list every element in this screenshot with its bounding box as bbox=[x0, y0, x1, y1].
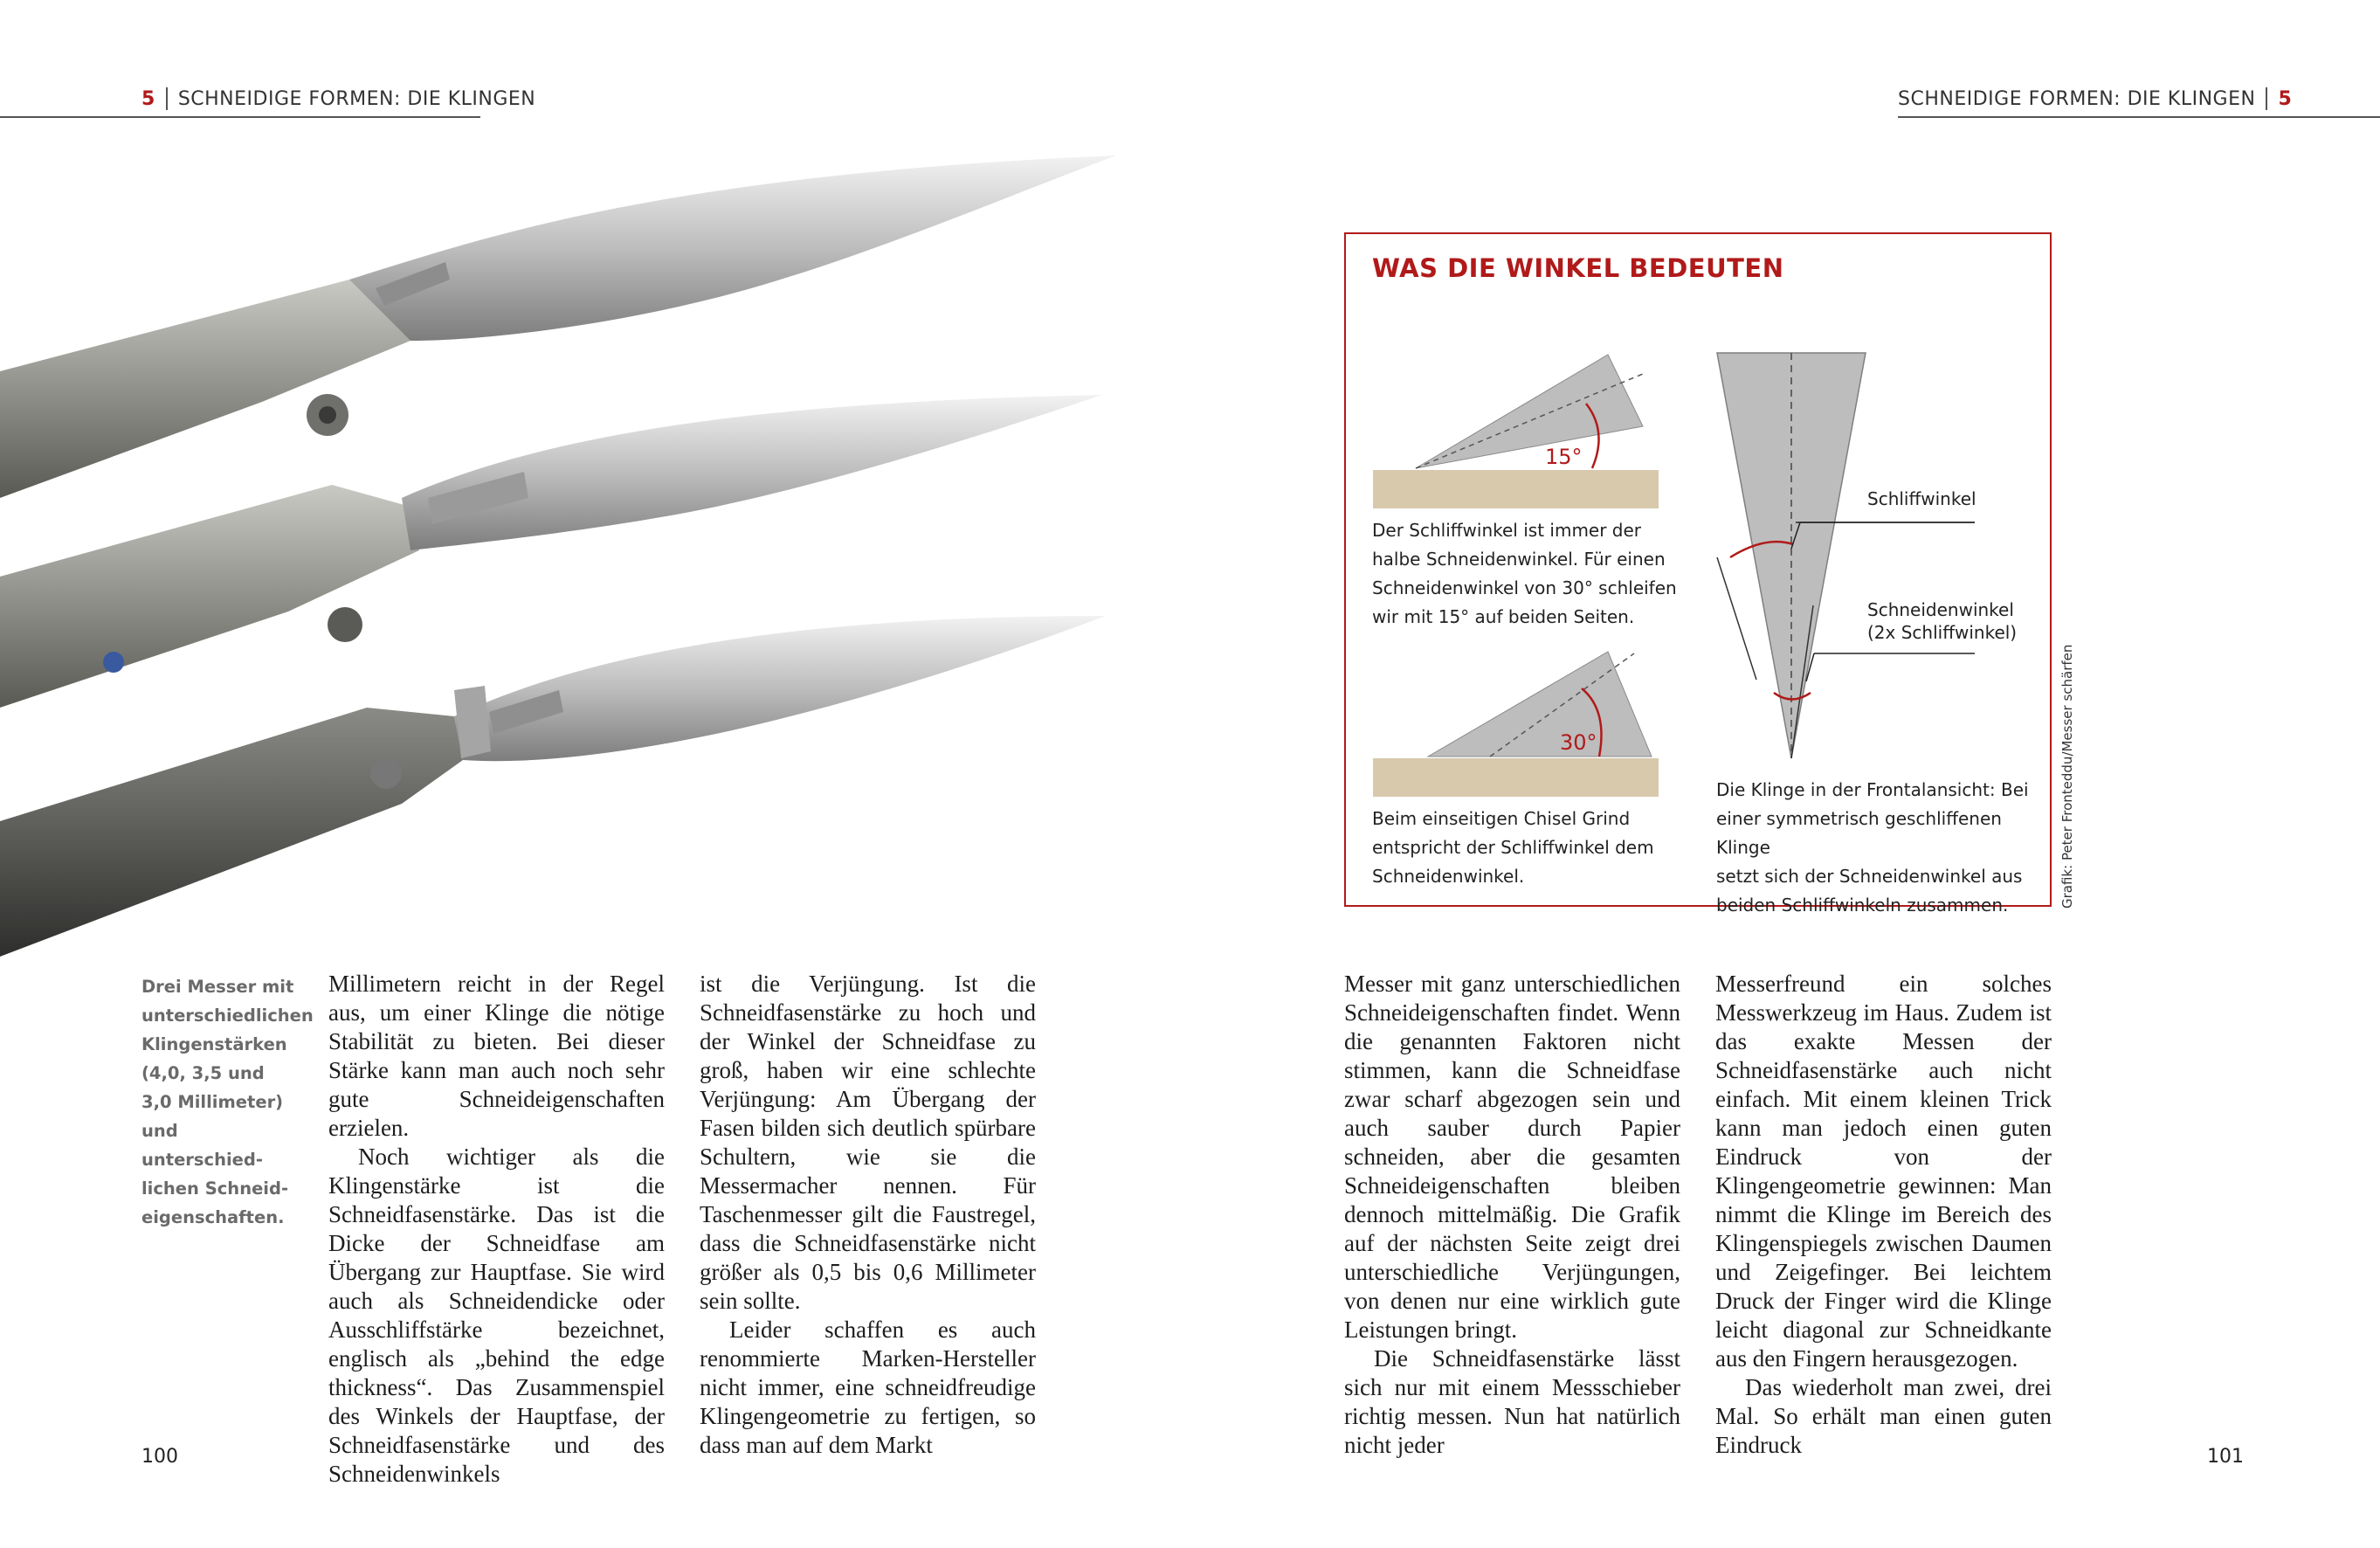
knife-3 bbox=[0, 616, 1106, 957]
body-column-right-1 bbox=[1344, 970, 1680, 1460]
header-rule-right bbox=[1898, 116, 2380, 118]
angle-label-15: 15° bbox=[1545, 445, 1583, 469]
paragraph: Leider schaffen es auch renommierte Marken-Hersteller nicht immer, eine schneidfreudige Klingengeometrie zu fertigen, so dass man auf dem Markt bbox=[700, 1316, 1036, 1458]
page-number-left: 100 bbox=[141, 1446, 178, 1468]
explanation-1: Der Schliffwinkel ist immer der halbe Schneidenwinkel. Für einen Schneidenwinkel von 30° schleifen wir mit 15° auf beiden Seiten. bbox=[1372, 520, 1677, 627]
paragraph: Messerfreund ein solches Messwerkzeug im Haus. Zudem ist das exakte Messen der Schneidfasenstärke auch nicht einfach. Mit einem kleinen Trick kann man jedoch einen guten Eindruck von der Klingengeometrie gewinnen: Man nimmt die Klinge im Bereich des Klingenspiegels zwischen Daumen und Zeigefinger. Bei leichtem Druck der Finger wird die Klinge leicht diagonal zur Schneidkante aus den Fingern herausgezogen. bbox=[1715, 971, 2052, 1372]
paragraph: Noch wichtiger als die Klingenstärke ist die Schneidfasenstärke. Das ist die Dicke der Schneidfase am Übergang zur Hauptfase. Sie wird auch als Schneidendicke oder Ausschliffstärke bezeichnet, englisch als „behind the edge thickness“. Das Zusammenspiel des Winkels der Hauptfase, der Schneidfasenstärke und des Schneidenwinkels bbox=[328, 1144, 665, 1487]
explanation-3: Die Klinge in der Frontalansicht: Bei einer symmetrisch geschliffenen Klinge setzt sich der Schneidenwinkel aus beiden Schliffwinkeln zusammen. bbox=[1716, 779, 2029, 916]
graphic-credit: Grafik: Peter Fronteddu/Messer schärfen bbox=[2059, 644, 2075, 909]
chapter-title: SCHNEIDIGE FORMEN: DIE KLINGEN bbox=[177, 87, 536, 110]
label-schliffwinkel: Schliffwinkel bbox=[1867, 488, 1976, 509]
header-rule-left bbox=[0, 116, 480, 118]
explanation-2: Beim einseitigen Chisel Grind entspricht der Schliffwinkel dem Schneidenwinkel. bbox=[1372, 808, 1654, 887]
knives-photo bbox=[0, 140, 1135, 978]
chapter-number: 5 bbox=[141, 87, 155, 110]
page-number-right: 101 bbox=[2207, 1446, 2244, 1468]
knife-1 bbox=[0, 155, 1116, 498]
label-schneidenwinkel: Schneidenwinkel (2x Schliffwinkel) bbox=[1867, 599, 2018, 643]
blade-15 bbox=[1416, 355, 1643, 468]
body-column-left-2 bbox=[700, 970, 1036, 1460]
angle-label-30: 30° bbox=[1560, 730, 1597, 755]
photo-caption: Drei Messer mit unterschiedlichen Klingenstärken (4,0, 3,5 und 3,0 Millimeter) und unterschied- lichen Schneid- eigenschaften. bbox=[141, 977, 314, 1227]
running-header-right bbox=[1898, 80, 2292, 117]
body-column-right-2 bbox=[1715, 970, 2052, 1460]
paragraph: Das wiederholt man zwei, drei Mal. So erhält man einen guten Eindruck bbox=[1715, 1374, 2052, 1458]
chapter-title: SCHNEIDIGE FORMEN: DIE KLINGEN bbox=[1898, 87, 2256, 110]
running-header-left bbox=[141, 80, 535, 117]
header-divider bbox=[166, 87, 168, 110]
paragraph: Messer mit ganz unterschiedlichen Schneideigenschaften findet. Wenn die genannten Faktoren nicht stimmen, kann die Schneidfase zwar scharf abgezogen sein und auch sauber durch Papier schneiden, aber die gesamten Schneideigenschaften bleiben dennoch mittelmäßig. Die Grafik auf der nächsten Seite zeigt drei unterschiedliche Verjüngungen, von denen nur eine wirklich gute Leistungen bringt. bbox=[1344, 971, 1680, 1343]
header-divider bbox=[2266, 87, 2267, 110]
body-column-left-1 bbox=[328, 970, 665, 1489]
chapter-number: 5 bbox=[2278, 87, 2293, 110]
info-box bbox=[1344, 232, 2052, 916]
blade-30 bbox=[1428, 652, 1652, 757]
paragraph: ist die Verjüngung. Ist die Schneidfasenstärke zu hoch und der Winkel der Schneidfase zu groß, haben wir eine schlechte Verjüngung: Am Übergang der Fasen bilden sich deutlich spürbare Schultern, wie sie die Messermacher nennen. Für Taschenmesser gilt die Faustregel, dass die Schneidfasenstärke nicht größer als 0,5 bis 0,6 Millimeter sein sollte. bbox=[700, 971, 1036, 1314]
paragraph: Die Schneidfasenstärke lässt sich nur mit einem Messschieber richtig messen. Nun hat natürlich nicht jeder bbox=[1344, 1345, 1680, 1458]
info-box-title: WAS DIE WINKEL BEDEUTEN bbox=[1372, 253, 1784, 283]
paragraph: Millimetern reicht in der Regel aus, um einer Klinge die nötige Stabilität zu bieten. Bei dieser Stärke kann man auch noch sehr gute Schneideigenschaften erzielen. bbox=[328, 971, 665, 1141]
whetstone-2 bbox=[1373, 758, 1659, 797]
whetstone-1 bbox=[1373, 470, 1659, 508]
